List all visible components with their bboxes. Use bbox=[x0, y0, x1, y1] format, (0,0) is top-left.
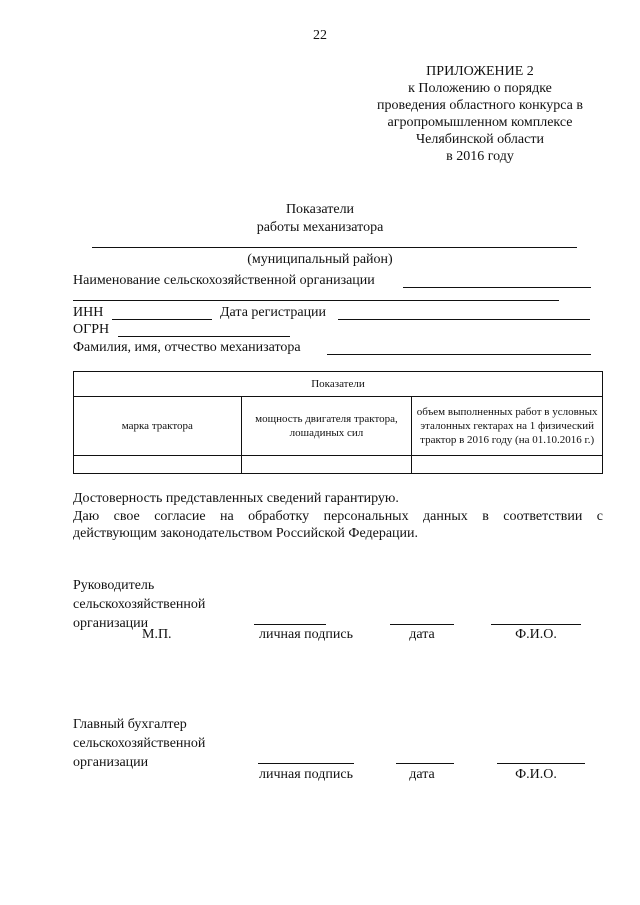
role-line: Главный бухгалтер bbox=[73, 717, 187, 732]
head-date-caption: дата bbox=[409, 627, 435, 642]
appendix-line: агропромышленном комплексе bbox=[387, 115, 573, 130]
head-name-caption: Ф.И.О. bbox=[515, 627, 557, 642]
title-line-1: Показатели bbox=[285, 202, 355, 217]
head-role bbox=[73, 576, 205, 633]
head-name-line[interactable] bbox=[491, 624, 581, 625]
head-signature-caption: личная подпись bbox=[259, 627, 353, 642]
operator-name-label: Фамилия, имя, отчество механизатора bbox=[73, 340, 301, 355]
guarantee-statement: Достоверность представленных сведений гарантирую. bbox=[73, 491, 399, 506]
table-header-row bbox=[74, 372, 603, 397]
title-line-2: работы механизатора bbox=[256, 220, 384, 235]
ogrn-fill-line[interactable] bbox=[118, 336, 290, 337]
column-header-work-volume: объем выполненных работ в условных эталонных гектарах на 1 физический трактор в 2016 году (на 01.10.2016 г.) bbox=[412, 397, 603, 456]
table-cell[interactable] bbox=[241, 456, 412, 474]
table-cell[interactable] bbox=[412, 456, 603, 474]
appendix-line: в 2016 году bbox=[446, 149, 514, 164]
reg-date-label: Дата регистрации bbox=[220, 305, 327, 320]
reg-date-fill-line[interactable] bbox=[338, 319, 590, 320]
table-cell[interactable] bbox=[74, 456, 242, 474]
indicators-table bbox=[73, 371, 603, 474]
district-caption: (муниципальный район) bbox=[247, 252, 393, 267]
accountant-name-caption: Ф.И.О. bbox=[515, 767, 557, 782]
head-date-line[interactable] bbox=[390, 624, 454, 625]
head-signature-line[interactable] bbox=[254, 624, 326, 625]
stamp-label: М.П. bbox=[142, 627, 172, 642]
appendix-line: проведения областного конкурса в bbox=[377, 98, 583, 113]
column-header-tractor-brand: марка трактора bbox=[74, 397, 242, 456]
role-line: сельскохозяйственной bbox=[73, 597, 206, 612]
accountant-name-line[interactable] bbox=[497, 763, 585, 764]
page-number: 22 bbox=[313, 28, 327, 43]
accountant-date-line[interactable] bbox=[396, 763, 454, 764]
appendix-line: Челябинской области bbox=[416, 132, 544, 147]
appendix-line: к Положению о порядке bbox=[408, 81, 552, 96]
table-group-header: Показатели bbox=[74, 372, 603, 397]
org-name-fill-line-2[interactable] bbox=[73, 300, 559, 301]
form-title bbox=[0, 201, 640, 237]
table-header-row bbox=[74, 397, 603, 456]
accountant-signature-line[interactable] bbox=[258, 763, 354, 764]
appendix-block bbox=[355, 63, 605, 165]
org-name-label: Наименование сельскохозяйственной организации bbox=[73, 273, 375, 288]
appendix-line: ПРИЛОЖЕНИЕ 2 bbox=[426, 64, 534, 79]
consent-line-1: Даю свое согласие на обработку персональных данных в соответствии с bbox=[73, 509, 603, 524]
accountant-role bbox=[73, 715, 205, 772]
consent-line-2: действующим законодательством Российской Федерации. bbox=[73, 526, 419, 541]
inn-label: ИНН bbox=[73, 305, 104, 320]
org-name-fill-line[interactable] bbox=[403, 287, 591, 288]
column-header-engine-power: мощность двигателя трактора, лошадиных сил bbox=[241, 397, 412, 456]
table-row bbox=[74, 456, 603, 474]
role-line: Руководитель bbox=[73, 578, 155, 593]
district-fill-line[interactable] bbox=[92, 247, 577, 248]
role-line: организации bbox=[73, 755, 149, 770]
role-line: организации bbox=[73, 616, 149, 631]
role-line: сельскохозяйственной bbox=[73, 736, 206, 751]
inn-fill-line[interactable] bbox=[112, 319, 212, 320]
ogrn-label: ОГРН bbox=[73, 322, 110, 337]
accountant-signature-caption: личная подпись bbox=[259, 767, 353, 782]
operator-name-fill-line[interactable] bbox=[327, 354, 591, 355]
accountant-date-caption: дата bbox=[409, 767, 435, 782]
